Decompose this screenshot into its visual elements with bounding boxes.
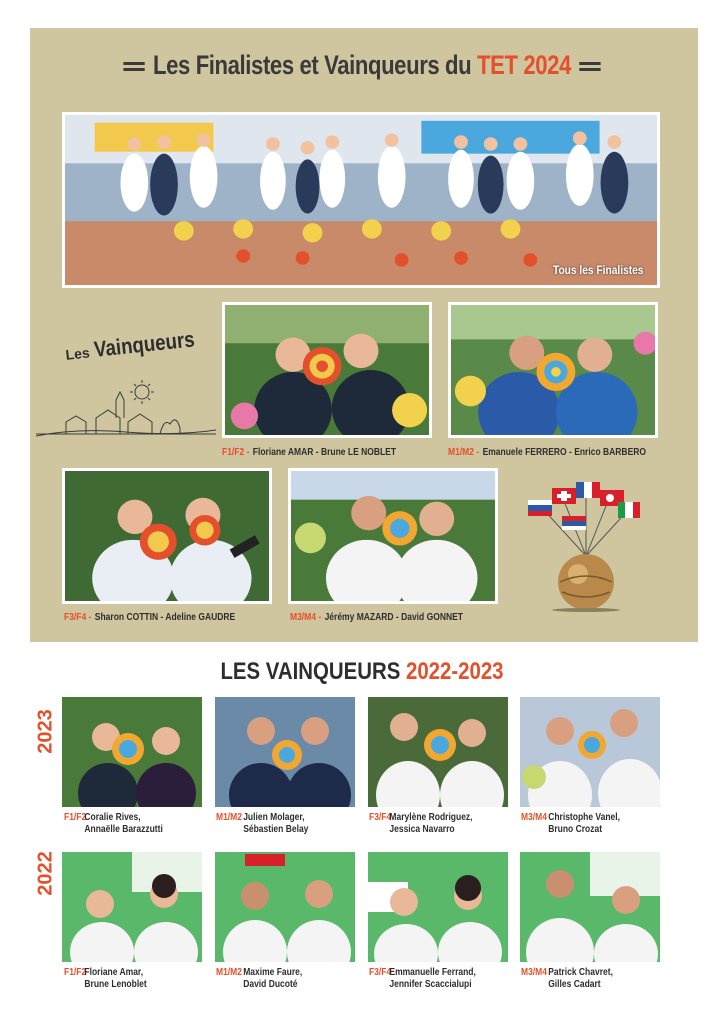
past-winners-title-accent: 2022-2023	[405, 658, 504, 685]
year-2023-label: 2023	[34, 709, 57, 754]
title-dash-left	[124, 62, 145, 65]
title-accent: TET 2024	[477, 50, 571, 80]
winner-name-line1: Patrick Chavret,	[548, 967, 613, 978]
winner-names	[548, 812, 620, 836]
category-label: M1/M2	[216, 967, 242, 978]
winner-name-line2: Jessica Navarro	[389, 824, 455, 835]
winner-caption-f3f4	[64, 612, 235, 623]
winner-names	[243, 967, 302, 991]
flags-ball-emblem-icon	[522, 478, 642, 613]
category-label: M3/M4	[521, 967, 547, 978]
winner-name-line2: Jennifer Scaccialupi	[389, 979, 472, 990]
winner-names: Floriane AMAR - Brune LE NOBLET	[252, 447, 397, 458]
category-label: F3/F4	[369, 812, 392, 823]
group-photo-caption: Tous les Finalistes	[552, 263, 643, 277]
photo-2022-m1m2	[215, 852, 355, 962]
photo-2022-f3f4	[368, 852, 508, 962]
winner-name-line1: Julien Molager,	[243, 812, 305, 823]
winners-heading-main: Vainqueurs	[92, 326, 196, 362]
past-winners-title	[54, 658, 669, 686]
photo-2023-f3f4	[368, 697, 508, 807]
past-winners-title-main: LES VAINQUEURS	[220, 658, 406, 685]
category-label: F3/F4 -	[64, 612, 92, 623]
winner-photo-f3f4	[62, 468, 272, 604]
winner-photo-f1f2	[222, 302, 432, 438]
winner-names	[389, 967, 475, 991]
winner-caption-f1f2	[222, 447, 396, 458]
winner-name-line1: Maxime Faure,	[243, 967, 303, 978]
winner-name-line1: Coralie Rives,	[84, 812, 141, 823]
winner-name-line2: David Ducoté	[243, 979, 298, 990]
category-label: M1/M2 -	[448, 447, 480, 458]
winner-names	[243, 812, 308, 836]
winner-names	[548, 967, 613, 991]
village-sketch-icon	[36, 378, 216, 440]
photo-2023-f1f2	[62, 697, 202, 807]
photo-2023-m3m4	[520, 697, 660, 807]
photo-2022-m3m4	[520, 852, 660, 962]
year-2022-label: 2022	[34, 851, 57, 896]
category-label: M3/M4	[521, 812, 547, 823]
winner-names: Emanuele FERRERO - Enrico BARBERO	[482, 447, 646, 458]
winner-name-line2: Annaëlle Barazzutti	[84, 824, 163, 835]
winner-name-line2: Sébastien Belay	[243, 824, 309, 835]
winner-photo-m3m4	[288, 468, 498, 604]
winner-names: Jérémy MAZARD - David GONNET	[324, 612, 463, 623]
photo-2023-m1m2	[215, 697, 355, 807]
winner-caption-m3m4	[290, 612, 463, 623]
category-label: F1/F2	[64, 967, 87, 978]
photo-2022-f1f2	[62, 852, 202, 962]
winner-photo-m1m2	[448, 302, 658, 438]
winner-name-line2: Brune Lenoblet	[84, 979, 147, 990]
winner-names	[84, 967, 146, 991]
winner-name-line1: Floriane Amar,	[84, 967, 144, 978]
page-title	[65, 50, 659, 81]
group-photo	[62, 112, 660, 288]
winner-name-line1: Christophe Vanel,	[548, 812, 620, 823]
title-main: Les Finalistes et Vainqueurs du	[153, 50, 478, 80]
title-dash-right	[579, 62, 600, 65]
winner-names	[84, 812, 162, 836]
category-label: F1/F2	[64, 812, 87, 823]
winners-heading-les: Les	[64, 344, 91, 363]
category-label: M3/M4 -	[290, 612, 322, 623]
winner-names	[389, 812, 472, 836]
category-label: F3/F4	[369, 967, 392, 978]
winner-name-line1: Emmanuelle Ferrand,	[389, 967, 476, 978]
winner-name-line2: Bruno Crozat	[548, 824, 603, 835]
category-label: M1/M2	[216, 812, 242, 823]
winner-names: Sharon COTTIN - Adeline GAUDRE	[94, 612, 236, 623]
winner-name-line1: Marylène Rodriguez,	[389, 812, 473, 823]
winner-caption-m1m2	[448, 447, 646, 458]
category-label: F1/F2 -	[222, 447, 250, 458]
winner-name-line2: Gilles Cadart	[548, 979, 601, 990]
